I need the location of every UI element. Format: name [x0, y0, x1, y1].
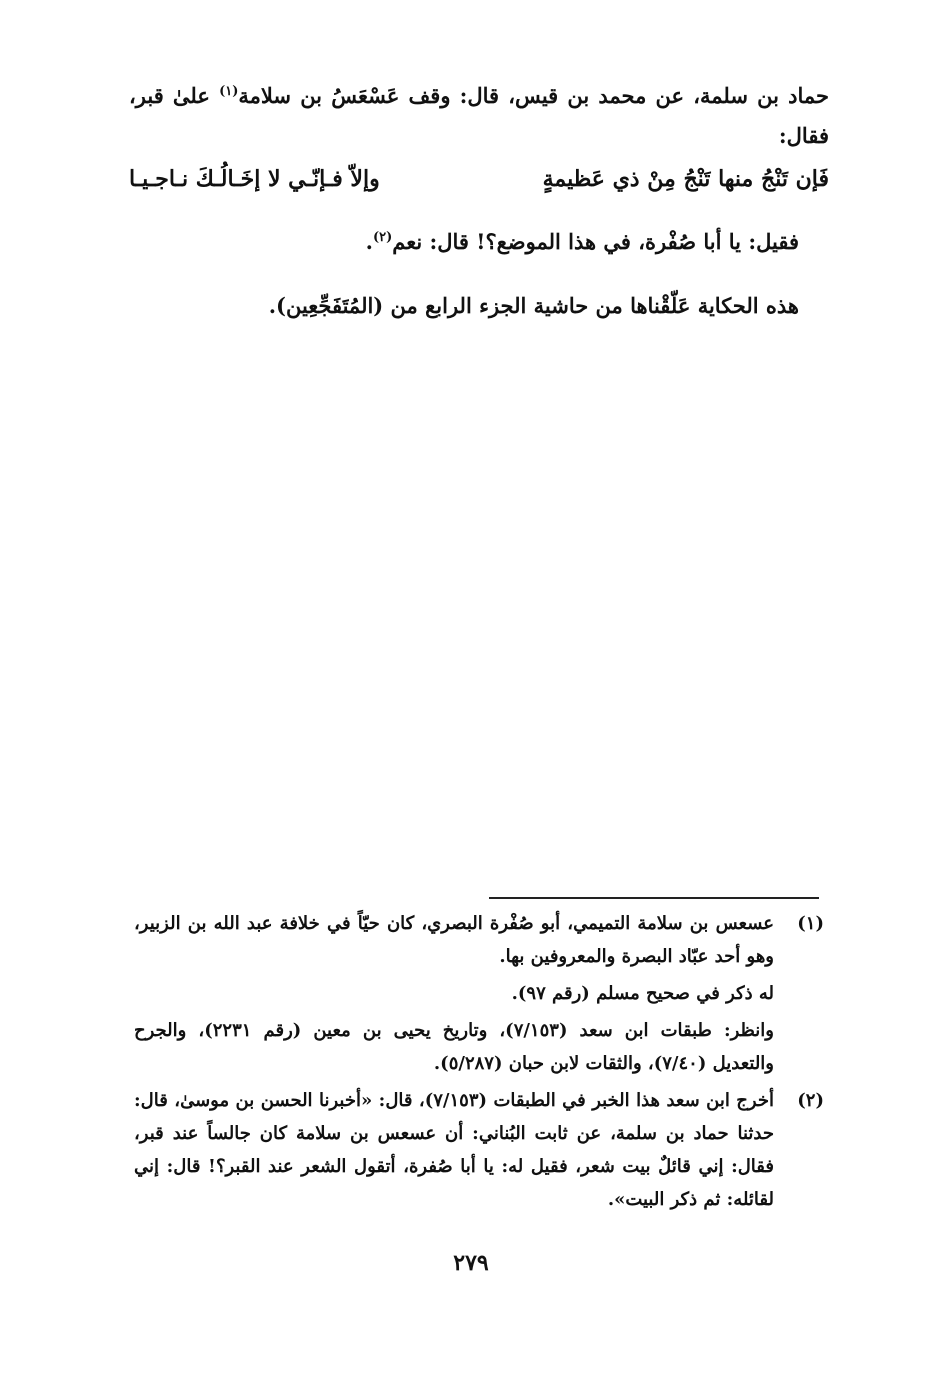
footnotes-section — [134, 907, 824, 1220]
footnote-paragraph: وانظر: طبقات ابن سعد (٧/١٥٣)، وتاريخ يحيى بن معين (رقم ٢٢٣١)، والجرح والتعديل (٧/٤٠)، والثقات لابن حبان (٥/٢٨٧). — [134, 1020, 774, 1074]
footnote-1 — [134, 907, 824, 1080]
footnote-number: (٢) — [797, 1090, 824, 1111]
footnote-paragraph: عسعس بن سلامة التميمي، أبو صُفْرة البصري، كان حيّاً في خلافة عبد الله بن الزبير، وهو أحد عبّاد البصرة والمعروفين بها. — [134, 913, 774, 967]
footnote-paragraph: له ذكر في صحيح مسلم (رقم ٩٧). — [511, 983, 774, 1004]
footnote-2 — [134, 1084, 824, 1216]
footnote-number: (١) — [797, 913, 824, 934]
opening-paragraph-text: حماد بن سلمة، عن محمد بن قيس، قال: وقف عَسْعَسُ بن سلامة — [238, 83, 829, 108]
opening-paragraph — [129, 76, 829, 156]
footnote-separator — [489, 897, 819, 899]
poetry-verse — [129, 166, 829, 206]
page-number: ٢٧٩ — [453, 1250, 489, 1276]
footnote-ref-1[interactable]: (١) — [219, 84, 239, 99]
editor-note: هذه الحكاية عَلّقْناها من حاشية الجزء الرابع من (المُتَفَجِّعِين). — [268, 293, 799, 318]
question-answer-end: . — [365, 229, 373, 254]
opening-paragraph-continuation: علىٰ قبر، فقال: — [129, 83, 829, 148]
question-answer-line — [199, 222, 799, 262]
verse-first-hemistich: فَإن تَنْجُ منها تَنْجُ مِنْ ذي عَظيمةٍ — [542, 166, 829, 192]
question-answer-text: فقيل: يا أبا صُفْرة، في هذا الموضع؟! قال: نعم — [392, 229, 799, 254]
footnote-ref-2[interactable]: (٢) — [372, 230, 393, 245]
verse-second-hemistich: وإلاّ فـإنّـي لا إخَـالُـكَ نـاجـيـا — [129, 166, 380, 192]
footnote-paragraph: أخرج ابن سعد هذا الخبر في الطبقات (٧/١٥٣)، قال: «أخبرنا الحسن بن موسىٰ، قال: حدثنا حماد بن سلمة، عن ثابت البُناني: أن عسعس بن سلامة كان جالساً عند قبر، فقال: إني قائلٌ بيت شعر، فقيل له: يا أبا صُفرة، أتقول الشعر عند القبر؟! قال: إني لقائله: ثم ذكر البيت». — [134, 1090, 774, 1210]
